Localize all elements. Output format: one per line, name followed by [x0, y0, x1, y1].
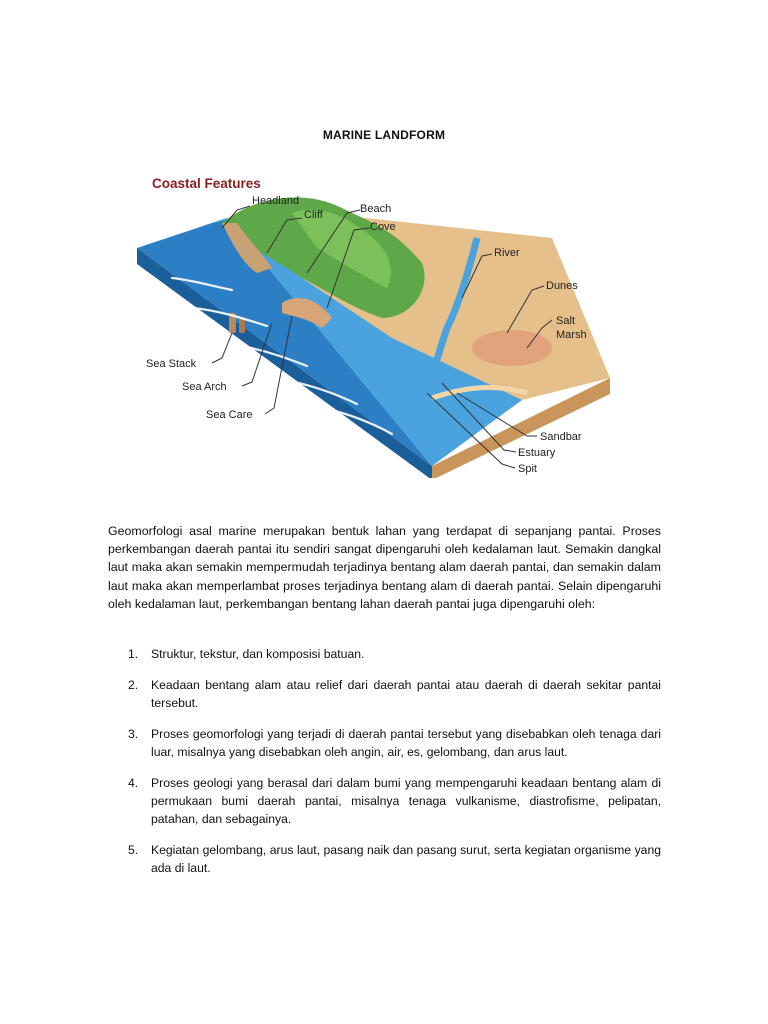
label-river: River — [494, 247, 520, 259]
list-item — [108, 676, 661, 712]
intro-paragraph: Geomorfologi asal marine merupakan bentuk lahan yang terdapat di sepanjang pantai. Proses perkembangan daerah pantai itu sendiri sangat dipengaruhi oleh kedalaman laut. Semakin dangkal laut maka akan semakin mempermudah terjadinya bentang alam daerah pantai, dan semakin dalam laut maka akan memperlambat proses terjadinya bentang alam di daerah pantai. Selain dipengaruhi oleh kedalaman laut, perkembangan bentang lahan daerah pantai juga dipengaruhi oleh: — [108, 524, 661, 611]
list-item-text: Struktur, tekstur, dan komposisi batuan. — [151, 647, 365, 661]
coastal-features-illustration — [132, 168, 622, 478]
label-spit: Spit — [518, 463, 537, 475]
list-item-text: Kegiatan gelombang, arus laut, pasang naik dan pasang surut, serta kegiatan organisme yang ada di laut. — [151, 842, 661, 875]
label-cove: Cove — [370, 221, 396, 233]
list-item-number: 3. — [128, 726, 139, 741]
label-sandbar: Sandbar — [540, 431, 582, 443]
list-item-text: Keadaan bentang alam atau relief dari daerah pantai atau daerah di daerah sekitar pantai tersebut. — [151, 677, 661, 710]
label-salt: Salt — [556, 315, 575, 327]
list-item-number: 4. — [128, 775, 139, 790]
list-item — [108, 841, 661, 877]
label-marsh: Marsh — [556, 329, 587, 341]
document-title: MARINE LANDFORM — [322, 128, 446, 142]
list-item — [108, 725, 661, 761]
label-headland: Headland — [252, 195, 300, 207]
label-beach: Beach — [360, 203, 392, 215]
sea-stack-rock-2 — [239, 318, 245, 333]
list-item — [108, 774, 661, 829]
list-item-text: Proses geomorfologi yang terjadi di daerah pantai tersebut yang disebabkan oleh tenaga dari luar, misalnya yang disebabkan oleh angin, air, es, gelombang, dan arus laut. — [151, 726, 661, 759]
list-item-number: 1. — [128, 647, 139, 661]
leader-sea-stack — [212, 333, 232, 363]
label-sea-stack: Sea Stack — [146, 358, 197, 370]
label-sea-cave: Sea Care — [206, 409, 253, 421]
coastal-features-diagram — [132, 168, 622, 478]
list-item-number: 2. — [128, 677, 139, 692]
label-sea-arch: Sea Arch — [182, 381, 227, 393]
salt-marsh-area — [472, 330, 552, 366]
factors-list — [108, 645, 661, 890]
diagram-heading: Coastal Features — [152, 176, 261, 191]
label-estuary: Estuary — [518, 447, 556, 459]
list-item — [108, 645, 661, 663]
list-item-number: 5. — [128, 842, 139, 857]
label-cliff: Cliff — [304, 209, 323, 221]
label-dunes: Dunes — [546, 280, 578, 292]
list-item-text: Proses geologi yang berasal dari dalam bumi yang mempengaruhi keadaan bentang alam di permukaan bumi daerah pantai, misalnya tenaga vulkanisme, diastrofisme, pelipatan, patahan, dan sebagainya. — [151, 775, 661, 826]
